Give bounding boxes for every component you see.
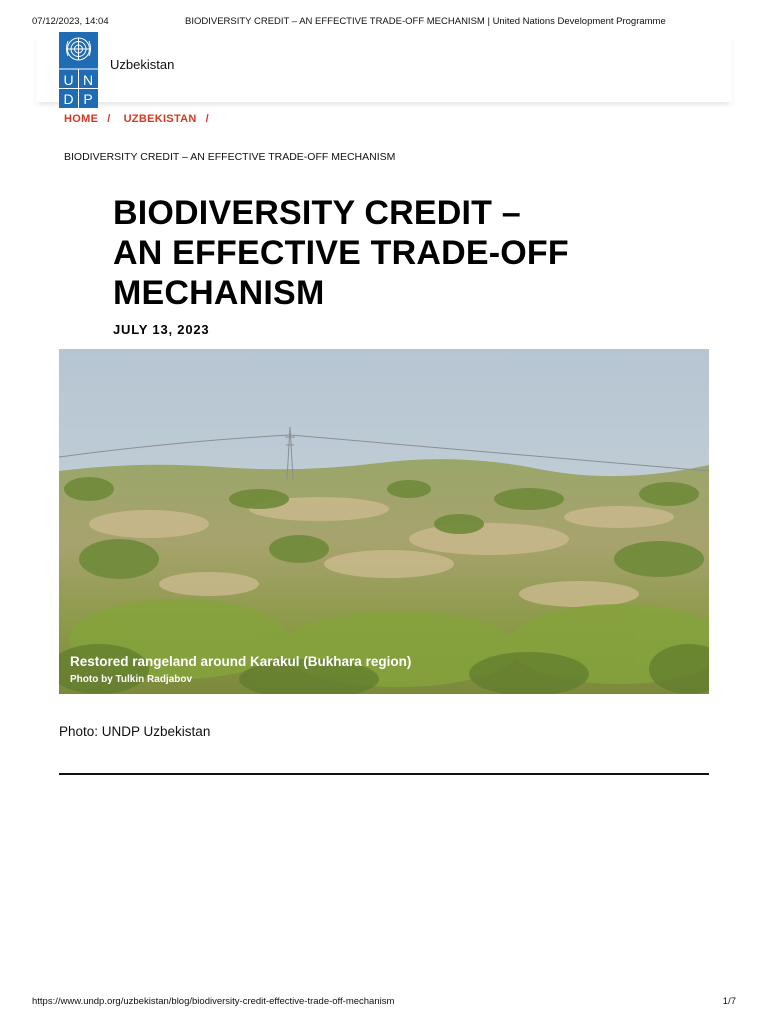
breadcrumb-separator: / (107, 113, 111, 125)
title-line: MECHANISM (113, 274, 325, 312)
breadcrumb (64, 113, 222, 125)
print-footer (32, 996, 736, 1010)
rangeland-photo (59, 349, 709, 694)
divider (59, 773, 709, 775)
image-caption: Restored rangeland around Karakul (Bukhara region) (70, 654, 412, 669)
breadcrumb-separator: / (205, 113, 209, 125)
print-header (32, 16, 736, 30)
country-link[interactable]: Uzbekistan (110, 57, 175, 72)
photo-credit: Photo: UNDP Uzbekistan (59, 724, 211, 739)
breadcrumb-home[interactable]: HOME (64, 113, 99, 125)
logo-letter-u: U (63, 72, 74, 88)
page-number: 1/7 (722, 996, 736, 1007)
un-emblem-icon (67, 38, 91, 60)
logo-letter-n: N (82, 72, 94, 88)
breadcrumb-current: BIODIVERSITY CREDIT – AN EFFECTIVE TRADE-OFF MECHANISM (64, 151, 396, 163)
print-page-title: BIODIVERSITY CREDIT – AN EFFECTIVE TRADE-OFF MECHANISM | United Nations Development Programme (185, 16, 666, 27)
print-url: https://www.undp.org/uzbekistan/blog/biodiversity-credit-effective-trade-off-mechanism (32, 996, 395, 1007)
breadcrumb-uzbekistan[interactable]: UZBEKISTAN (123, 113, 197, 125)
print-datetime: 07/12/2023, 14:04 (32, 16, 109, 27)
logo-letter-d: D (63, 91, 74, 107)
image-credit: Photo by Tulkin Radjabov (70, 674, 193, 685)
publish-date: JULY 13, 2023 (113, 322, 210, 337)
title-line: BIODIVERSITY CREDIT – (113, 194, 521, 232)
undp-logo[interactable] (59, 32, 98, 108)
title-line: AN EFFECTIVE TRADE-OFF (113, 234, 569, 272)
site-header (36, 32, 732, 107)
hero-image (59, 349, 709, 694)
undp-logo-graphic (59, 32, 98, 108)
page-title (113, 193, 633, 313)
logo-letter-p: P (83, 91, 93, 107)
